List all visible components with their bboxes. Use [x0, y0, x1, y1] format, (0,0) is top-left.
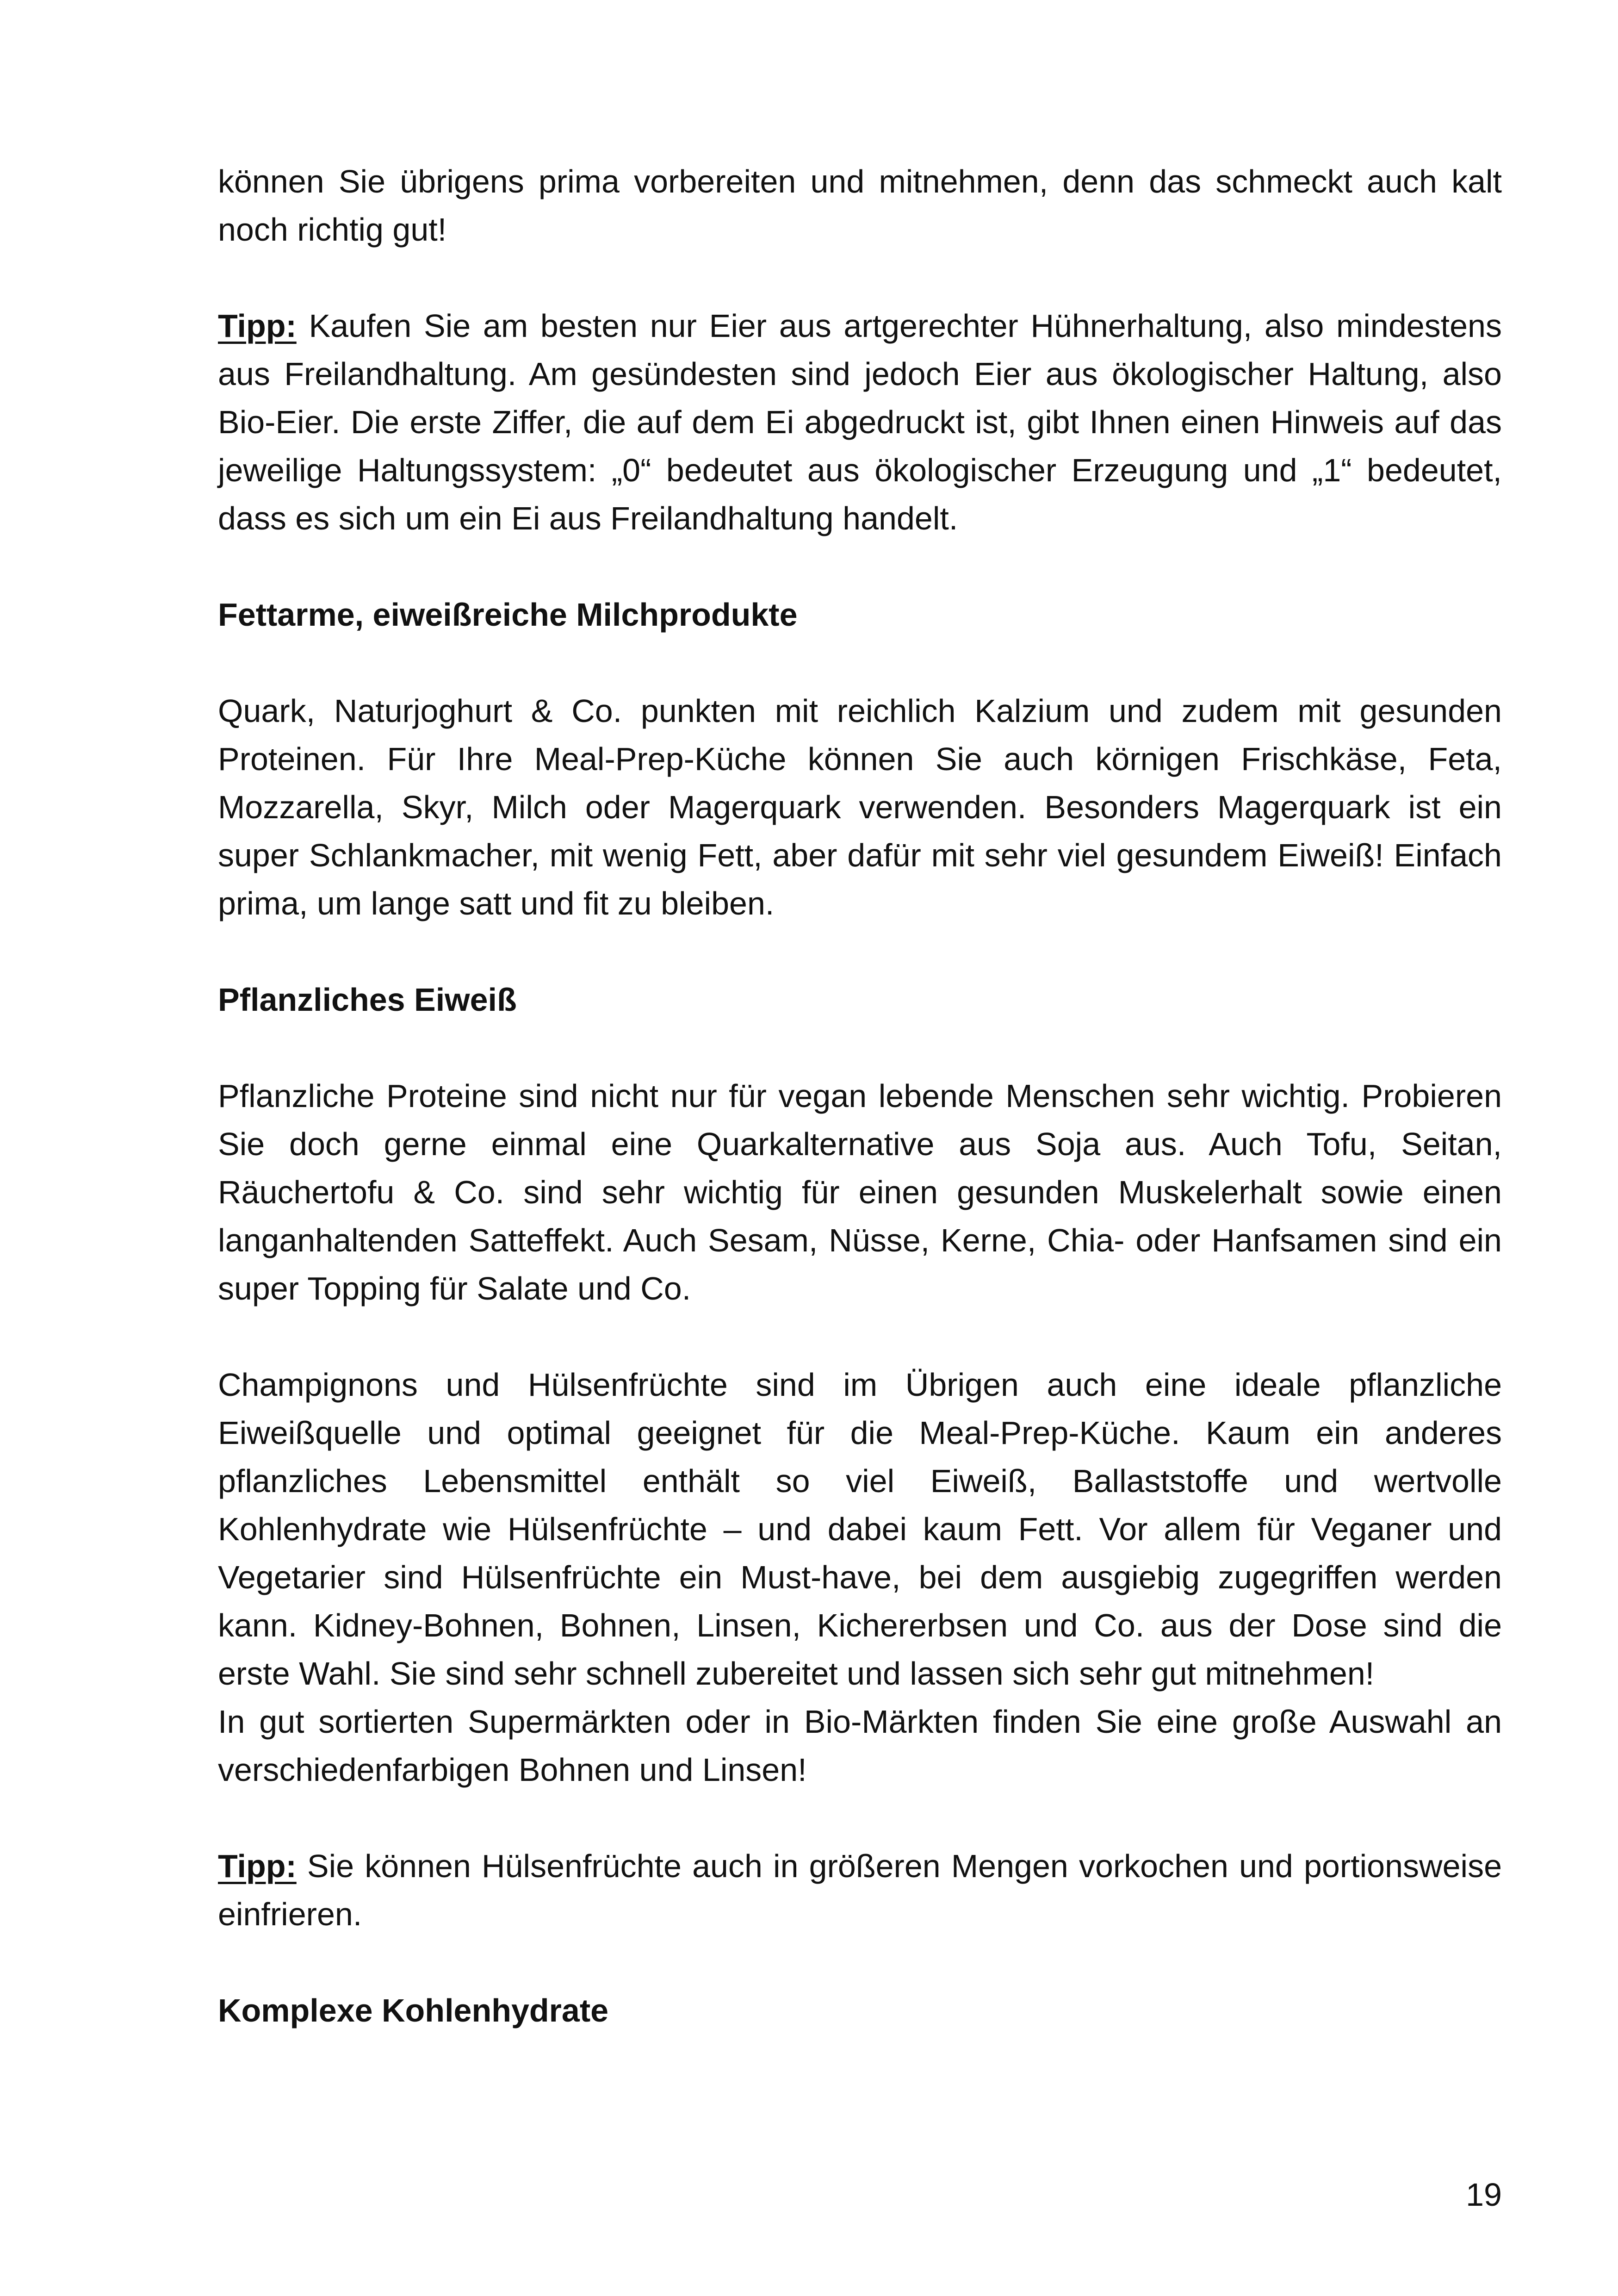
tip-paragraph-eggs — [218, 302, 1502, 542]
paragraph-gap — [218, 927, 1502, 976]
page-number: 19 — [1466, 2177, 1502, 2213]
tip-text: Kaufen Sie am besten nur Eier aus artgerechter Hühnerhaltung, also mindestens aus Freilandhaltung. Am gesündesten sind jedoch Eier aus ökologischer Haltung, also Bio-Eier. Die erste Ziffer, die auf dem Ei abgedruckt ist, gibt Ihnen einen Hinweis auf das jeweilige Haltungssystem: „0“ bedeutet aus ökologischer Erzeugung und „1“ bedeutet, dass es sich um ein Ei aus Freilandhaltung handelt. — [218, 308, 1502, 536]
paragraph-gap — [218, 1024, 1502, 1072]
section-heading-plant-protein: Pflanzliches Eiweiß — [218, 982, 517, 1018]
paragraph-supermarkets: In gut sortierten Supermärkten oder in Bio-Märkten finden Sie eine große Auswahl an verschiedenfarbigen Bohnen und Linsen! — [218, 1704, 1502, 1788]
paragraph-gap — [218, 542, 1502, 591]
paragraph-gap — [218, 1794, 1502, 1842]
paragraph-gap — [218, 639, 1502, 687]
paragraph-plant-proteins: Pflanzliche Proteine sind nicht nur für vegan lebende Menschen sehr wichtig. Probieren Sie doch gerne einmal eine Quarkalternative aus Soja aus. Auch Tofu, Seitan, Räuchertofu & Co. sind sehr wichtig für einen gesunden Muskelerhalt sowie einen langanhaltenden Satteffekt. Auch Sesam, Nüsse, Kerne, Chia- oder Hanfsamen sind ein super Topping für Salate und Co. — [218, 1078, 1502, 1307]
tip-label: Tipp: — [218, 308, 297, 344]
section-heading-carbs: Komplexe Kohlenhydrate — [218, 1992, 609, 2028]
paragraph-intro: können Sie übrigens prima vorbereiten und mitnehmen, denn das schmeckt auch kalt noch richtig gut! — [218, 163, 1502, 248]
paragraph-legumes: Champignons und Hülsenfrüchte sind im Übrigen auch eine ideale pflanzliche Eiweißquelle und optimal geeignet für die Meal-Prep-Küche. Kaum ein anderes pflanzliches Lebensmittel enthält so viel Eiweiß, Ballaststoffe und wertvolle Kohlenhydrate wie Hülsenfrüchte – und dabei kaum Fett. Vor allem für Veganer und Vegetarier sind Hülsenfrüchte ein Must-have, bei dem ausgiebig zugegriffen werden kann. Kidney-Bohnen, Bohnen, Linsen, Kichererbsen und Co. aus der Dose sind die erste Wahl. Sie sind sehr schnell zubereitet und lassen sich sehr gut mitnehmen! — [218, 1367, 1502, 1692]
section-heading-milk: Fettarme, eiweißreiche Milchprodukte — [218, 597, 798, 633]
tip-text: Sie können Hülsenfrüchte auch in größeren Mengen vorkochen und portionsweise einfrieren. — [218, 1848, 1502, 1932]
paragraph-gap — [218, 254, 1502, 302]
page-body — [218, 157, 1502, 2035]
paragraph-milk: Quark, Naturjoghurt & Co. punkten mit reichlich Kalzium und zudem mit gesunden Proteinen. Für Ihre Meal-Prep-Küche können Sie auch körnigen Frischkäse, Feta, Mozzarella, Skyr, Milch oder Magerquark verwenden. Besonders Magerquark ist ein super Schlankmacher, mit wenig Fett, aber dafür mit sehr viel gesundem Eiweiß! Einfach prima, um lange satt und fit zu bleiben. — [218, 693, 1502, 921]
paragraph-gap — [218, 1938, 1502, 1986]
tip-label: Tipp: — [218, 1848, 297, 1884]
paragraph-gap — [218, 1313, 1502, 1361]
tip-paragraph-legumes — [218, 1842, 1502, 1938]
